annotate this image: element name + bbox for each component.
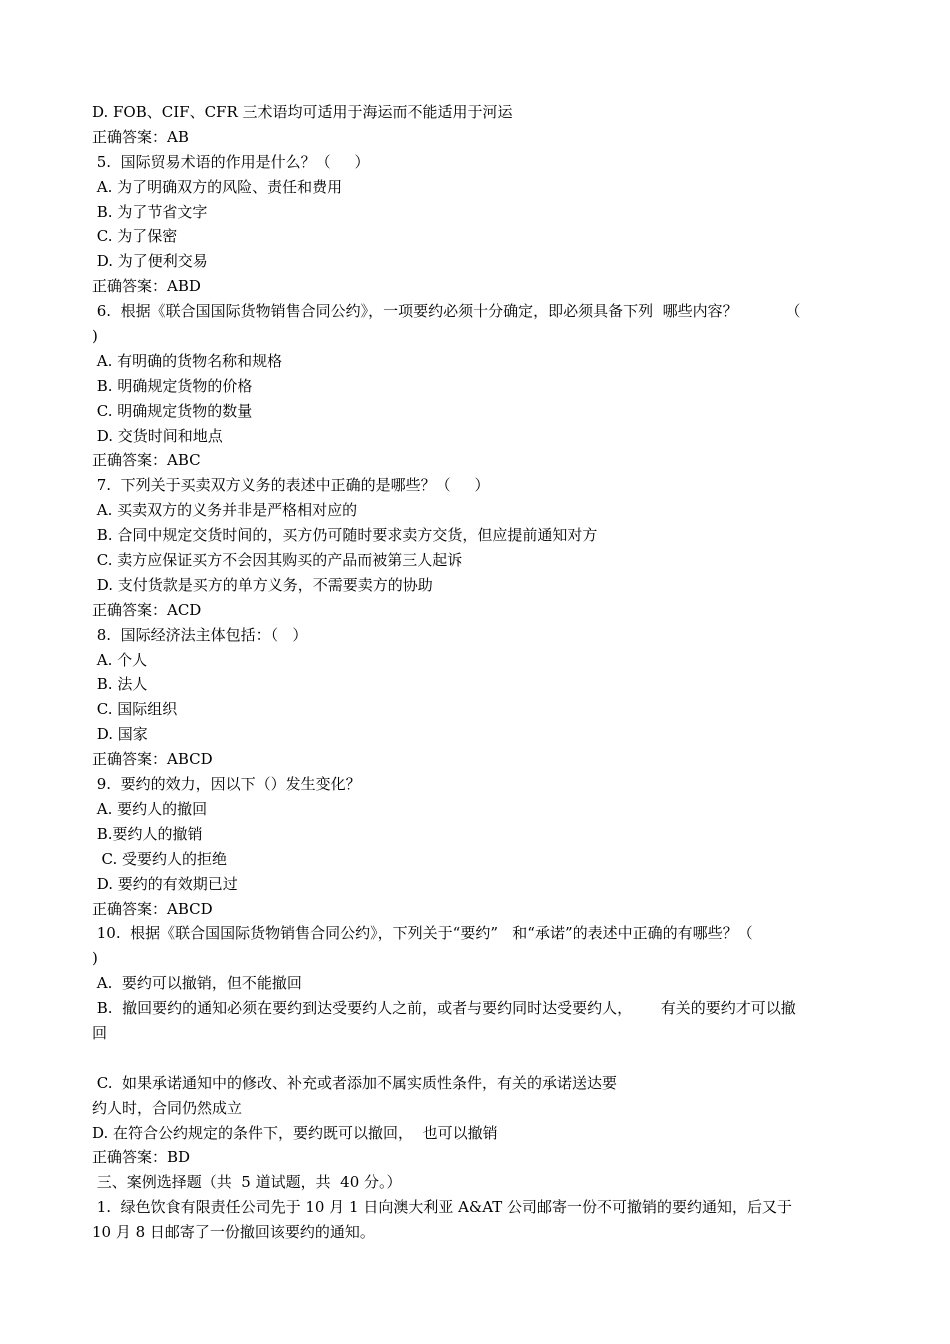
text-line: D. FOB、CIF、CFR 三术语均可适用于海运而不能适用于河运 xyxy=(92,103,513,121)
text-line: 正确答案：ABCD xyxy=(92,899,213,918)
text-line: 回 xyxy=(92,1023,108,1042)
text-line: A. 要约可以撤销，但不能撤回 xyxy=(92,974,302,993)
text-line: B. 合同中规定交货时间的，买方仍可随时要求卖方交货，但应提前通知对方 xyxy=(92,526,598,545)
text-line: D. 在符合公约规定的条件下，要约既可以撤回， 也可以撤销 xyxy=(92,1123,498,1142)
text-line: 三、案例选择题（共 5 道试题，共 40 分。） xyxy=(92,1173,402,1192)
text-line: 正确答案：ABCD xyxy=(92,750,213,769)
text-line: A. 买卖双方的义务并非是严格相对应的 xyxy=(92,501,358,520)
text-line: ) xyxy=(92,949,98,968)
text-line: 10 月 8 日邮寄了一份撤回该要约的通知。 xyxy=(92,1223,375,1242)
document-page xyxy=(92,100,862,1245)
text-line: A. 个人 xyxy=(92,650,148,669)
text-line: 正确答案：BD xyxy=(92,1148,191,1167)
text-line: 9. 要约的效力，因以下（）发生变化？ xyxy=(92,775,361,794)
text-line: C. 受要约人的拒绝 xyxy=(92,849,228,868)
text-line: ) xyxy=(92,327,98,346)
text-line: 约人时，合同仍然成立 xyxy=(92,1098,243,1117)
text-line: A. 为了明确双方的风险、责任和费用 xyxy=(92,177,343,196)
text-line: 正确答案：ACD xyxy=(92,600,202,619)
text-line: C. 为了保密 xyxy=(92,227,178,246)
text-line: D. 为了便利交易 xyxy=(92,252,208,271)
text-line: C. 卖方应保证买方不会因其购买的产品而被第三人起诉 xyxy=(92,551,463,570)
text-line: B. 明确规定货物的价格 xyxy=(92,376,253,395)
text-line: B. 撤回要约的通知必须在要约到达受要约人之前，或者与要约同时达受要约人， 有关的要约才可以撤 xyxy=(92,999,796,1018)
text-line: D. 要约的有效期已过 xyxy=(92,874,238,893)
text-line: 8. 国际经济法主体包括：（ ） xyxy=(92,625,308,644)
text-line: 正确答案：ABD xyxy=(92,277,201,296)
text-line: 7. 下列关于买卖双方义务的表述中正确的是哪些？（ ） xyxy=(92,476,490,495)
text-line: C. 明确规定货物的数量 xyxy=(92,401,253,420)
text-line: 5. 国际贸易术语的作用是什么？（ ） xyxy=(92,152,370,171)
text-line: B. 法人 xyxy=(92,675,148,694)
text-line: 6. 根据《联合国国际货物销售合同公约》，一项要约必须十分确定，即必须具备下列 哪些内容？ （ xyxy=(92,302,801,321)
text-line: D. 支付货款是买方的单方义务，不需要卖方的协助 xyxy=(92,575,433,594)
text-line: A. 有明确的货物名称和规格 xyxy=(92,351,283,370)
text-line: D. 交货时间和地点 xyxy=(92,426,223,445)
text-line: B. 为了节省文字 xyxy=(92,202,208,221)
text-line: 正确答案：AB xyxy=(92,127,189,146)
text-line: A. 要约人的撤回 xyxy=(92,799,208,818)
text-line: B.要约人的撤销 xyxy=(92,824,203,843)
text-line: C. 国际组织 xyxy=(92,700,178,719)
blank-line xyxy=(92,1046,862,1071)
text-line: 正确答案：ABC xyxy=(92,451,201,470)
text-line: C. 如果承诺通知中的修改、补充或者添加不属实质性条件，有关的承诺送达要 xyxy=(92,1073,618,1092)
text-line: 10. 根据《联合国国际货物销售合同公约》，下列关于“要约” 和“承诺”的表述中正确的有哪些？（ xyxy=(92,924,753,943)
text-line: 1. 绿色饮食有限责任公司先于 10 月 1 日向澳大利亚 A&AT 公司邮寄一份不可撤销的要约通知，后又于 xyxy=(92,1198,793,1217)
text-line: D. 国家 xyxy=(92,725,148,744)
